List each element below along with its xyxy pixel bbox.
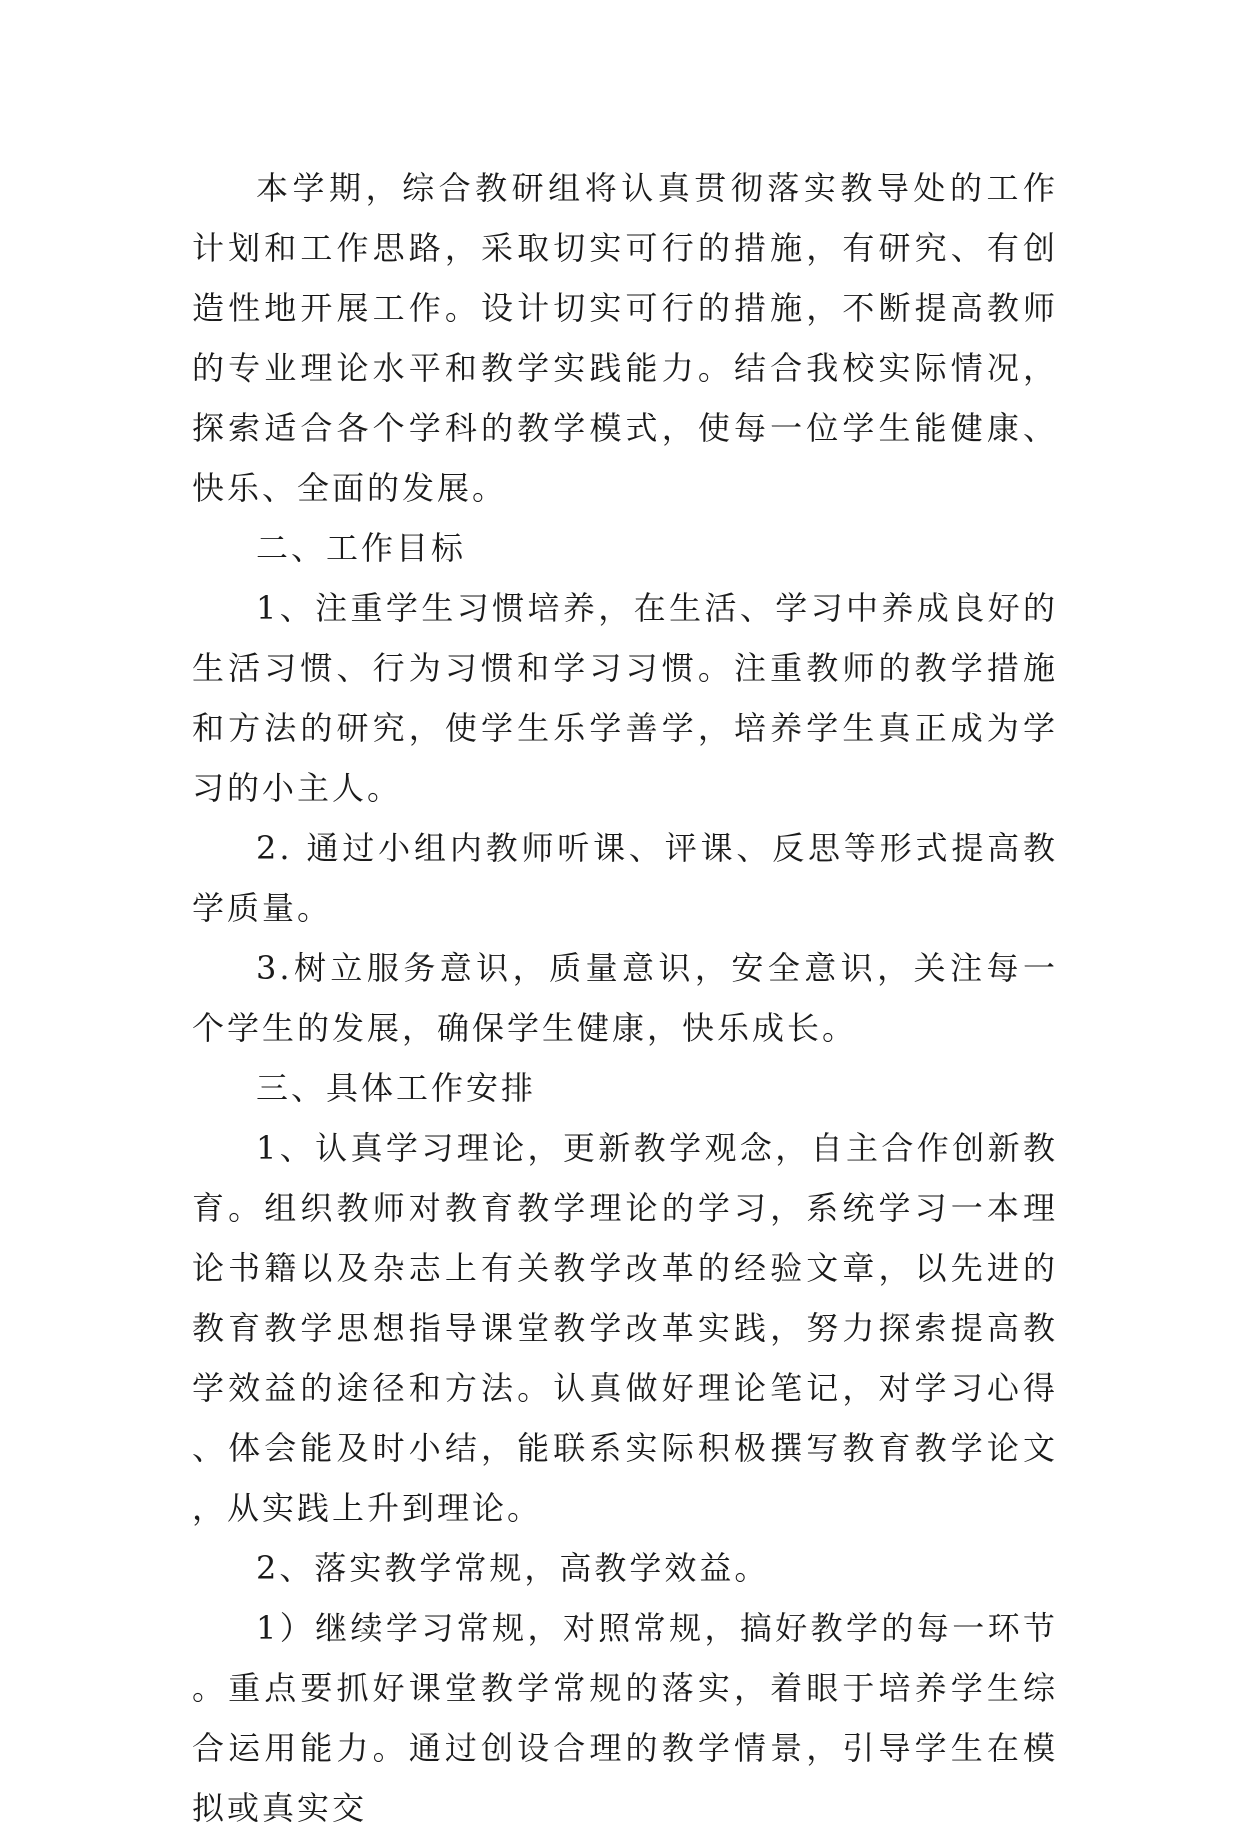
goal-item-3: 3.树立服务意识，质量意识，安全意识，关注每一个学生的发展，确保学生健康，快乐成长。 [192, 949, 1058, 1047]
arrangement-subitem-1: 1）继续学习常规，对照常规，搞好教学的每一环节。重点要抓好课堂教学常规的落实，着眼于培养学生综合运用能力。通过创设合理的教学情景，引导学生在模拟或真实交 [192, 1609, 1058, 1827]
goal-item-1: 1、注重学生习惯培养，在生活、学习中养成良好的生活习惯、行为习惯和学习习惯。注重教师的教学措施和方法的研究，使学生乐学善学，培养学生真正成为学习的小主人。 [192, 589, 1058, 807]
goal-item-2: 2. 通过小组内教师听课、评课、反思等形式提高教学质量。 [192, 829, 1058, 927]
arrangement-item-1: 1、认真学习理论，更新教学观念，自主合作创新教育。组织教师对教育教学理论的学习，系统学习一本理论书籍以及杂志上有关教学改革的经验文章，以先进的教育教学思想指导课堂教学改革实践，努力探索提高教学效益的途径和方法。认真做好理论笔记，对学习心得、体会能及时小结，能联系实际积极撰写教育教学论文，从实践上升到理论。 [192, 1129, 1058, 1527]
intro-paragraph: 本学期，综合教研组将认真贯彻落实教导处的工作计划和工作思路，采取切实可行的措施，有研究、有创造性地开展工作。设计切实可行的措施，不断提高教师的专业理论水平和教学实践能力。结合我校实际情况，探索适合各个学科的教学模式，使每一位学生能健康、快乐、全面的发展。 [192, 169, 1058, 507]
section-heading-goals: 二、工作目标 [256, 529, 467, 567]
document-page [192, 158, 1058, 1838]
arrangement-item-2: 2、落实教学常规，高教学效益。 [256, 1549, 770, 1587]
section-heading-arrangements: 三、具体工作安排 [256, 1069, 537, 1107]
